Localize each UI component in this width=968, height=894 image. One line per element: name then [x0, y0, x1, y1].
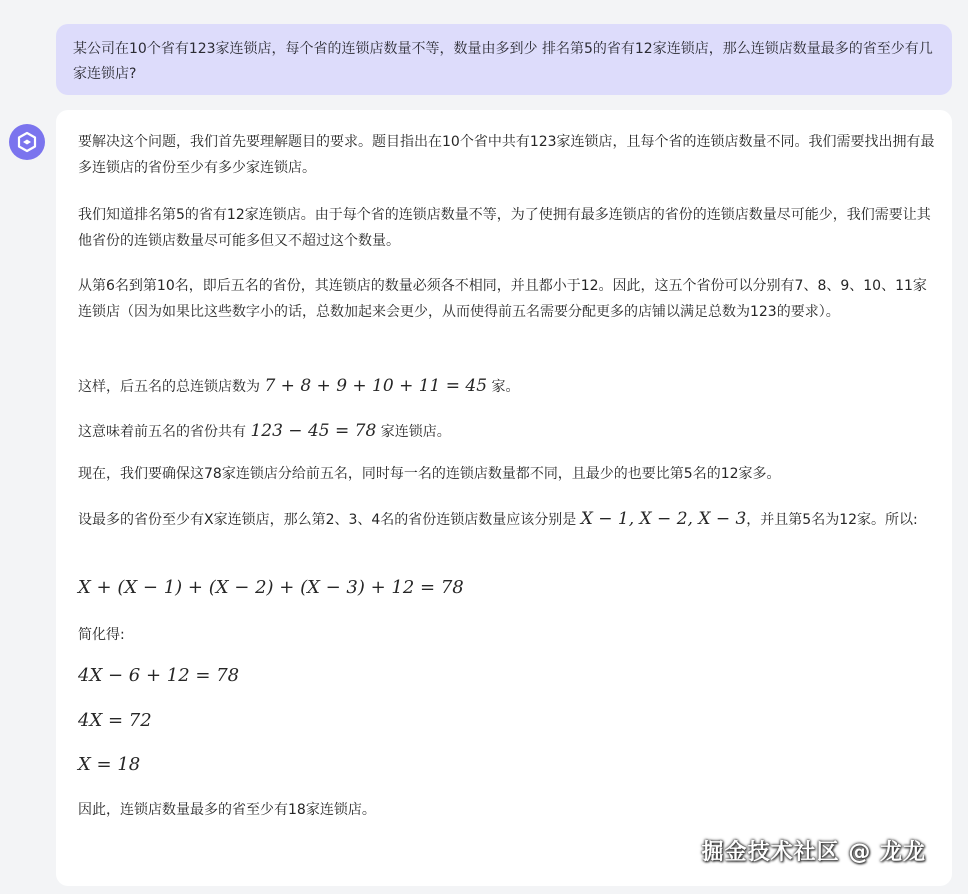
user-question-text: 某公司在10个省有123家连锁店，每个省的连锁店数量不等，数量由多到少 排名第5的省有12家连锁店，那么连锁店数量最多的省至少有几家连锁店? [73, 41, 933, 82]
assistant-avatar [9, 124, 45, 160]
equation-1: X + (X − 1) + (X − 2) + (X − 3) + 12 = 78 [78, 577, 464, 598]
answer-paragraph-5 [78, 418, 938, 445]
p5-text-after: 家连锁店。 [376, 424, 451, 440]
answer-paragraph-6: 现在，我们要确保这78家连锁店分给前五名，同时每一名的连锁店数量都不同，且最少的也要比第5名的12家多。 [78, 466, 781, 482]
watermark-text: 掘金技术社区 @ 龙龙 [701, 840, 926, 865]
simplify-label: 简化得: [78, 627, 125, 643]
p7-text-after: ，并且第5名为12家。所以: [746, 512, 918, 528]
answer-paragraph-7 [78, 506, 938, 533]
equation-2: 4X − 6 + 12 = 78 [78, 665, 240, 686]
p4-text-after: 家。 [487, 379, 520, 395]
assistant-logo-icon [16, 131, 38, 153]
answer-paragraph-1: 要解决这个问题，我们首先要理解题目的要求。题目指出在10个省中共有123家连锁店，且每个省的连锁店数量不同。我们需要找出拥有最多连锁店的省份至少有多少家连锁店。 [78, 134, 935, 176]
p4-math: 7 + 8 + 9 + 10 + 11 = 45 [264, 376, 488, 396]
p7-math: X − 1, X − 2, X − 3 [580, 509, 747, 529]
answer-conclusion: 因此，连锁店数量最多的省至少有18家连锁店。 [78, 802, 376, 818]
p5-text-before: 这意味着前五名的省份共有 [78, 424, 251, 440]
answer-paragraph-4 [78, 373, 938, 400]
user-question-bubble [56, 24, 952, 95]
p7-text-before: 设最多的省份至少有X家连锁店，那么第2、3、4名的省份连锁店数量应该分别是 [78, 512, 581, 528]
p5-math: 123 − 45 = 78 [250, 421, 377, 441]
assistant-answer-card [56, 110, 952, 886]
equation-3: 4X = 72 [78, 710, 152, 731]
answer-paragraph-2: 我们知道排名第5的省有12家连锁店。由于每个省的连锁店数量不等，为了使拥有最多连锁店的省份的连锁店数量尽可能少，我们需要让其他省份的连锁店数量尽可能多但又不超过这个数量。 [78, 207, 931, 249]
p4-text-before: 这样，后五名的总连锁店数为 [78, 379, 265, 395]
equation-4: X = 18 [78, 754, 141, 775]
answer-paragraph-3: 从第6名到第10名，即后五名的省份，其连锁店的数量必须各不相同，并且都小于12。因此，这五个省份可以分别有7、8、9、10、11家连锁店（因为如果比这些数字小的话，总数加起来会更少，从而使得前五名需要分配更多的店铺以满足总数为123的要求）。 [78, 278, 927, 320]
